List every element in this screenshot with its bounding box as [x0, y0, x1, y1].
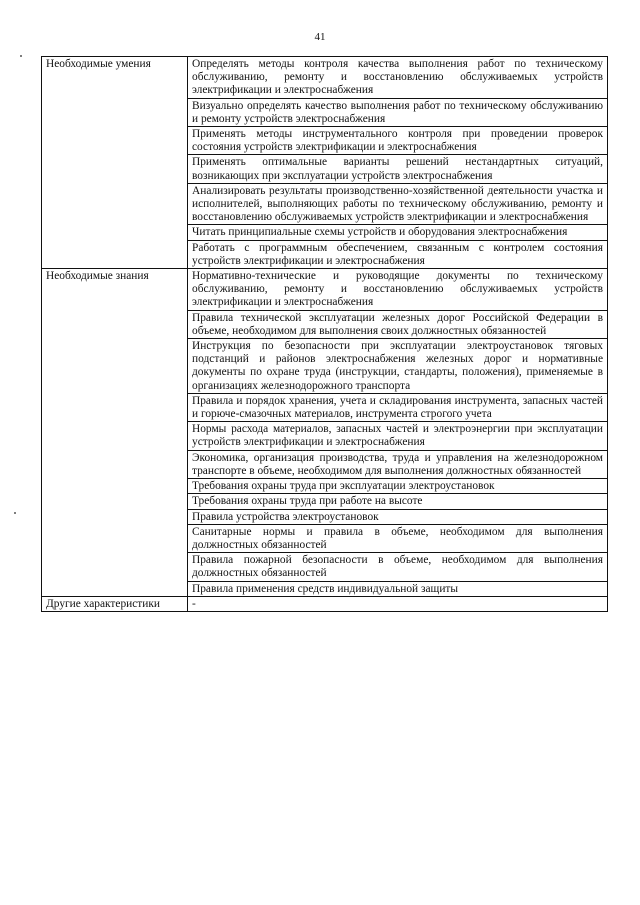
- table-row: [42, 269, 608, 311]
- skill-item: Применять оптимальные варианты решений нестандартных ситуаций, возникающих при эксплуатации устройств электроснабжения: [188, 155, 608, 183]
- skill-item: Определять методы контроля качества выполнения работ по техническому обслуживанию, ремонту и восстановлению обслуживаемых устройств электрификации и электроснабжения: [188, 57, 608, 99]
- knowledge-item: Нормативно-технические и руководящие документы по техническому обслуживанию, ремонту и восстановлению обслуживаемых устройств электрификации и электроснабжения: [188, 269, 608, 311]
- scan-speck: [14, 512, 16, 514]
- knowledge-item: Санитарные нормы и правила в объеме, необходимом для выполнения должностных обязанностей: [188, 524, 608, 552]
- section-label-other: Другие характеристики: [42, 596, 188, 611]
- table-row: [42, 57, 608, 99]
- knowledge-item: Инструкция по безопасности при эксплуатации электроустановок тяговых подстанций и районов электроснабжения железных дорог и нормативные документы по охране труда (инструкции, стандарты, положения), применяемые в организациях железнодорожного транспорта: [188, 339, 608, 394]
- knowledge-item: Нормы расхода материалов, запасных частей и электроэнергии при эксплуатации устройств электрификации и электроснабжения: [188, 422, 608, 450]
- other-item: -: [188, 596, 608, 611]
- skill-item: Визуально определять качество выполнения работ по техническому обслуживанию и ремонту устройств электроснабжения: [188, 98, 608, 126]
- knowledge-item: Правила применения средств индивидуальной защиты: [188, 581, 608, 596]
- skill-item: Работать с программным обеспечением, связанным с контролем состояния устройств электрификации и электроснабжения: [188, 240, 608, 268]
- knowledge-item: Правила устройства электроустановок: [188, 509, 608, 524]
- scan-speck: [20, 55, 22, 57]
- skill-item: Анализировать результаты производственно-хозяйственной деятельности участка и исполнителей, выполняющих работы по техническому обслуживанию, ремонту и восстановлению обслуживаемых устройств электрификации и электроснабжения: [188, 183, 608, 225]
- knowledge-item: Правила пожарной безопасности в объеме, необходимом для выполнения должностных обязанностей: [188, 553, 608, 581]
- section-label-skills: Необходимые умения: [42, 57, 188, 269]
- knowledge-item: Правила технической эксплуатации железных дорог Российской Федерации в объеме, необходимом для выполнения своих должностных обязанностей: [188, 310, 608, 338]
- skill-item: Читать принципиальные схемы устройств и оборудования электроснабжения: [188, 225, 608, 240]
- section-label-knowledge: Необходимые знания: [42, 269, 188, 597]
- knowledge-item: Требования охраны труда при работе на высоте: [188, 494, 608, 509]
- skill-item: Применять методы инструментального контроля при проведении проверок состояния устройств электрификации и электроснабжения: [188, 127, 608, 155]
- page-number: 41: [314, 31, 326, 43]
- knowledge-item: Правила и порядок хранения, учета и складирования инструмента, запасных частей и горюче-смазочных материалов, инструмента строгого учета: [188, 393, 608, 421]
- requirements-table: [41, 56, 608, 612]
- table-row: [42, 596, 608, 611]
- knowledge-item: Экономика, организация производства, труда и управления на железнодорожном транспорте в объеме, необходимом для выполнения должностных обязанностей: [188, 450, 608, 478]
- knowledge-item: Требования охраны труда при эксплуатации электроустановок: [188, 479, 608, 494]
